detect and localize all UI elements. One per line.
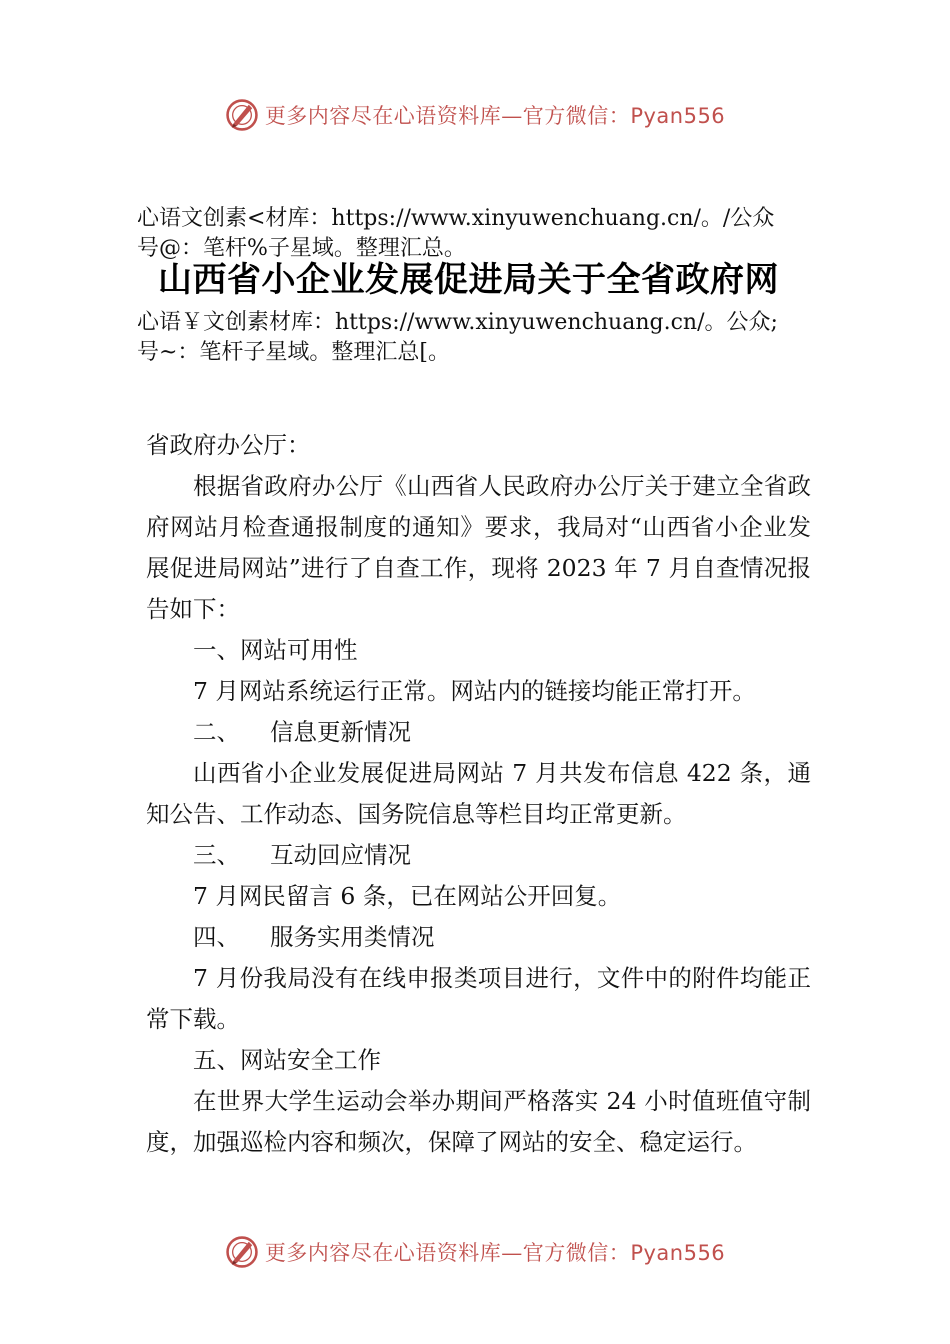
- section-3-heading: [146, 835, 811, 876]
- banner-account: Pyan556: [630, 104, 726, 128]
- section-2-title: 信息更新情况: [270, 718, 411, 746]
- banner-account: Pyan556: [630, 1241, 726, 1265]
- source-note-1-line-a: 心语文创素<材库：https://www.xinyuwenchuang.cn/。/公众: [137, 206, 775, 231]
- section-3-body: 7 月网民留言 6 条，已在网站公开回复。: [193, 882, 622, 910]
- section-5-heading: 五、网站安全工作: [193, 1046, 381, 1074]
- section-4-heading: [146, 917, 811, 958]
- section-2-body: 山西省小企业发展促进局网站 7 月共发布信息 422 条，通知公告、工作动态、国务院信息等栏目均正常更新。: [146, 759, 811, 828]
- source-note-1-line-b: 号@：笔杆%子星域。整理汇总。: [137, 236, 466, 261]
- section-4-title: 服务实用类情况: [270, 923, 435, 951]
- pen-logo-icon: [225, 98, 259, 132]
- banner-text: [265, 100, 725, 130]
- banner-slogan: 更多内容尽在心语资料库—官方微信：: [264, 104, 631, 128]
- top-banner: [0, 95, 950, 135]
- document-title: 山西省小企业发展促进局关于全省政府网: [158, 260, 779, 300]
- section-1-body: 7 月网站系统运行正常。网站内的链接均能正常打开。: [193, 677, 756, 705]
- intro-paragraph: 根据省政府办公厅《山西省人民政府办公厅关于建立全省政府网站月检查通报制度的通知》要求，我局对“山西省小企业发展促进局网站”进行了自查工作，现将 2023 年 7 月自查情况报告如下：: [146, 472, 811, 623]
- source-note-1: [137, 204, 837, 264]
- banner-text: [265, 1237, 725, 1267]
- bottom-banner: [0, 1232, 950, 1272]
- section-3-number: 三、: [193, 841, 240, 869]
- banner-slogan: 更多内容尽在心语资料库—官方微信：: [264, 1241, 631, 1265]
- pen-logo-icon: [225, 1235, 259, 1269]
- section-4-body: 7 月份我局没有在线申报类项目进行，文件中的附件均能正常下载。: [146, 964, 811, 1033]
- salutation: 省政府办公厅：: [146, 431, 311, 459]
- section-2-heading: [146, 712, 811, 753]
- source-note-2: [137, 308, 837, 368]
- source-note-2-line-a: 心语￥文创素材库：https://www.xinyuwenchuang.cn/。公众;: [137, 310, 778, 335]
- section-5-body: 在世界大学生运动会举办期间严格落实 24 小时值班值守制度，加强巡检内容和频次，保障了网站的安全、稳定运行。: [146, 1087, 811, 1156]
- section-3-title: 互动回应情况: [270, 841, 411, 869]
- section-1-heading: 一、网站可用性: [193, 636, 358, 664]
- section-4-number: 四、: [193, 923, 240, 951]
- section-2-number: 二、: [193, 718, 240, 746]
- letter-body: [146, 425, 811, 1163]
- source-note-2-line-b: 号~：笔杆子星域。整理汇总[。: [137, 340, 451, 365]
